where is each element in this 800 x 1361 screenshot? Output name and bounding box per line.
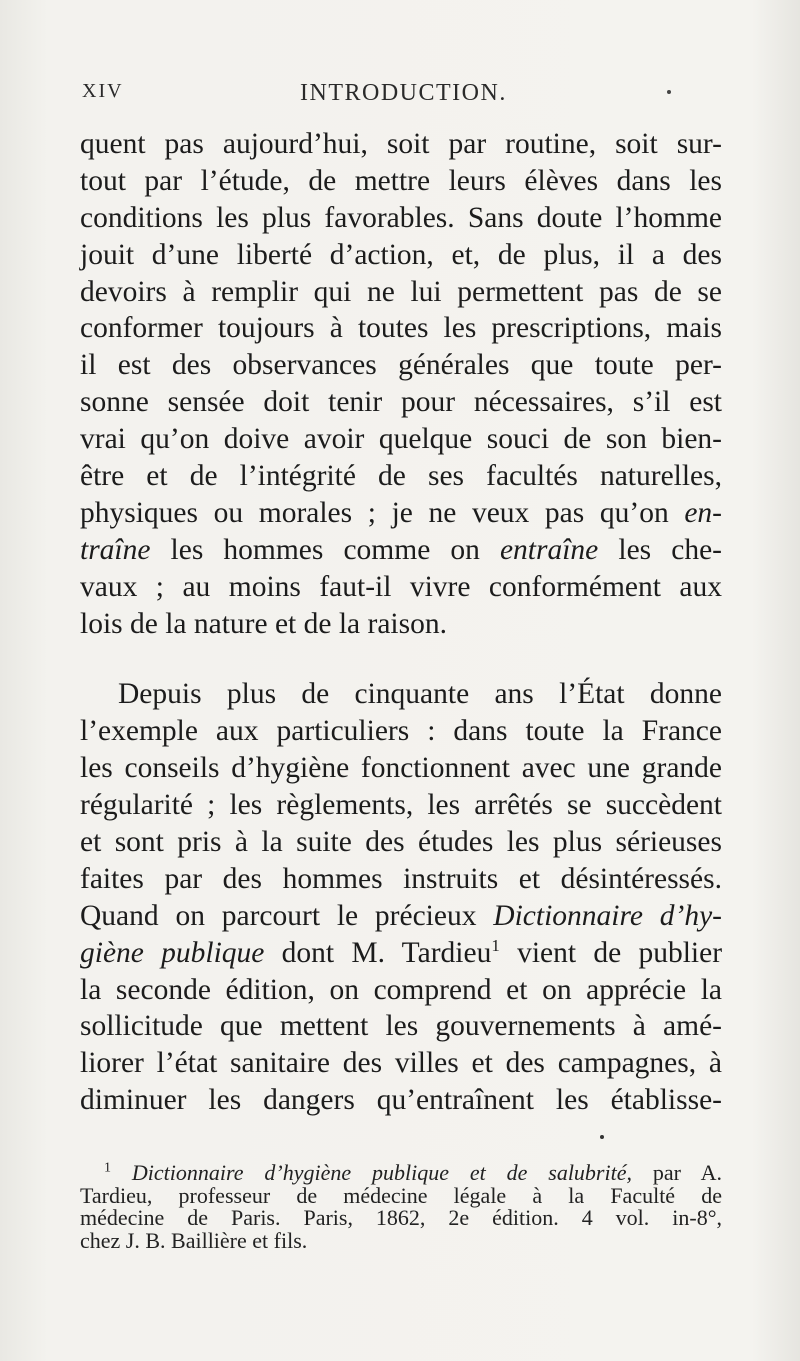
text-run: par A. xyxy=(631,1160,723,1185)
running-title: INTRODUCTION. xyxy=(300,80,507,106)
emphasis-text: en- xyxy=(684,496,722,529)
text-line xyxy=(80,898,722,935)
footnote-reference: 1 xyxy=(491,935,500,955)
paragraph-spacer xyxy=(80,642,722,676)
text-line: devoirs à remplir qui ne lui permettent pas de se xyxy=(80,275,722,308)
book-title-text: Dictionnaire d’hy- xyxy=(493,899,722,932)
text-line: faites par des hommes instruits et désintéressés. xyxy=(80,862,722,895)
text-line: les conseils d’hygiène fonctionnent avec une grande xyxy=(80,752,722,785)
text-line: diminuer les dangers qu’entraînent les établisse- xyxy=(80,1084,722,1117)
footnote-line xyxy=(80,1162,722,1185)
footnote-title: Dictionnaire d’hygiène publique et de salubrité, xyxy=(131,1160,632,1185)
text-line: quent pas aujourd’hui, soit par routine, soit sur- xyxy=(80,128,722,160)
text-run: les che- xyxy=(598,533,722,566)
text-line: Depuis plus de cinquante ans l’État donne xyxy=(118,678,722,711)
text-line: conformer toujours à toutes les prescriptions, mais xyxy=(80,312,722,345)
text-run: les hommes comme on xyxy=(150,533,500,566)
text-line: sollicitude que mettent les gouvernements à amé- xyxy=(80,1010,722,1043)
text-line: il est des observances générales que toute per- xyxy=(80,349,722,382)
footnote-line: Tardieu, professeur de médecine légale à la Faculté de xyxy=(80,1182,722,1208)
text-run: dont M. Tardieu xyxy=(264,936,492,969)
text-run: vient de publier xyxy=(499,936,723,969)
footnote-line: médecine de Paris. Paris, 1862, 2e édition. 4 vol. in-8°, xyxy=(80,1205,722,1230)
text-line xyxy=(80,532,722,569)
page-number: XIV xyxy=(82,80,124,102)
print-speck xyxy=(600,1135,604,1139)
page-header xyxy=(82,80,722,112)
text-line: vaux ; au moins faut-il vivre conformément aux xyxy=(80,570,722,603)
print-speck xyxy=(667,90,671,94)
emphasis-text: traîne xyxy=(80,533,151,566)
text-line: sonne sensée doit tenir pour nécessaires, s’il est xyxy=(80,386,722,419)
emphasis-text: entraîne xyxy=(499,533,599,566)
footnote xyxy=(80,1162,722,1252)
text-line: conditions les plus favorables. Sans doute l’homme xyxy=(80,201,722,234)
text-line: régularité ; les règlements, les arrêtés se succèdent xyxy=(80,789,722,822)
text-line: lois de la nature et de la raison. xyxy=(80,607,447,640)
text-line: l’exemple aux particuliers : dans toute la France xyxy=(80,715,722,748)
text-line: vrai qu’on doive avoir quelque souci de son bien- xyxy=(80,423,722,456)
text-line: liorer l’état sanitaire des villes et des campagnes, à xyxy=(80,1047,722,1080)
book-title-text: giène publique xyxy=(80,936,265,969)
paragraph-2 xyxy=(80,676,722,1119)
text-line: la seconde édition, on comprend et on apprécie la xyxy=(80,973,722,1006)
paragraph-1 xyxy=(80,126,722,642)
footnote-line: chez J. B. Baillière et fils. xyxy=(80,1227,308,1253)
text-line: tout par l’étude, de mettre leurs élèves dans les xyxy=(80,164,722,197)
text-line xyxy=(80,935,722,972)
text-run: Quand on parcourt le précieux xyxy=(80,899,494,932)
footnote-mark: 1 xyxy=(104,1160,111,1176)
body-text xyxy=(80,126,722,1119)
text-line xyxy=(80,495,722,532)
text-run: physiques ou morales ; je ne veux pas qu’on xyxy=(80,496,685,529)
text-line: être et de l’intégrité de ses facultés naturelles, xyxy=(80,460,722,493)
text-line: jouit d’une liberté d’action, et, de plus, il a des xyxy=(80,238,722,271)
text-line: et sont pris à la suite des études les plus sérieuses xyxy=(80,826,722,859)
